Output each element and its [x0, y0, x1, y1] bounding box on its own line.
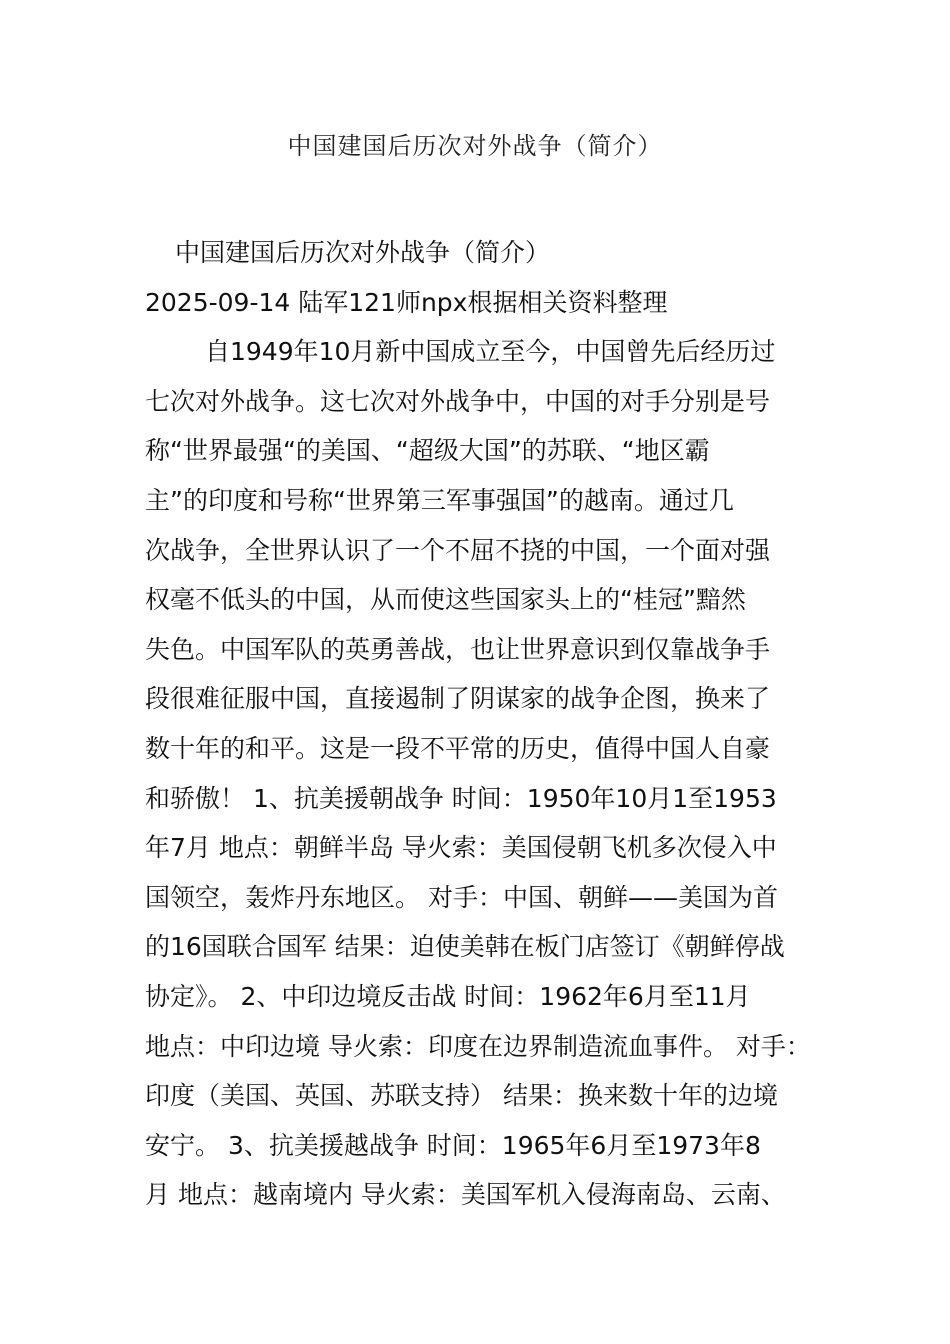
body-line: 权毫不低头的中国，从而使这些国家头上的“桂冠”黯然 [145, 585, 746, 615]
body-line: 失色。中国军队的英勇善战，也让世界意识到仅靠战争手 [145, 634, 771, 664]
document-body [145, 228, 813, 1220]
body-line: 协定》。 2、中印边境反击战 时间：1962年6月至11月 [145, 981, 751, 1011]
document-subtitle: 中国建国后历次对外战争（简介） [175, 238, 551, 267]
body-line: 次战争，全世界认识了一个不屈不挠的中国，一个面对强 [145, 535, 771, 565]
body-line: 自1949年10月新中国成立至今，中国曾先后经历过 [205, 337, 776, 367]
body-line: 的16国联合国军 结果：迫使美韩在板门店签订《朝鲜停战 [145, 932, 785, 962]
body-line: 段很难征服中国，直接遏制了阴谋家的战争企图，换来了 [145, 684, 771, 714]
body-line: 月 地点：越南境内 导火索：美国军机入侵海南岛、云南、 [145, 1180, 786, 1210]
body-line: 地点：中印边境 导火索：印度在边界制造流血事件。 对手： [145, 1031, 811, 1061]
body-line: 安宁。 3、抗美援越战争 时间：1965年6月至1973年8 [145, 1130, 761, 1160]
document-title: 中国建国后历次对外战争（简介） [287, 132, 663, 160]
body-line: 称“世界最强“的美国、“超级大国”的苏联、“地区霸 [145, 436, 710, 466]
body-line: 和骄傲！ 1、抗美援朝战争 时间：1950年10月1至1953 [145, 783, 777, 813]
body-line: 印度（美国、英国、苏联支持） 结果：换来数十年的边境 [145, 1081, 778, 1111]
body-line: 国领空，轰炸丹东地区。 对手：中国、朝鲜——美国为首 [145, 882, 778, 912]
body-line: 数十年的和平。这是一段不平常的历史，值得中国人自豪 [145, 733, 771, 763]
body-line: 主”的印度和号称“世界第三军事强国”的越南。通过几 [145, 485, 734, 515]
body-line: 七次对外战争。这七次对外战争中，中国的对手分别是号 [145, 386, 771, 416]
body-line: 年7月 地点：朝鲜半岛 导火索：美国侵朝飞机多次侵入中 [145, 833, 777, 863]
document-byline: 2025-09-14 陆军121师npx根据相关资料整理 [145, 287, 668, 317]
